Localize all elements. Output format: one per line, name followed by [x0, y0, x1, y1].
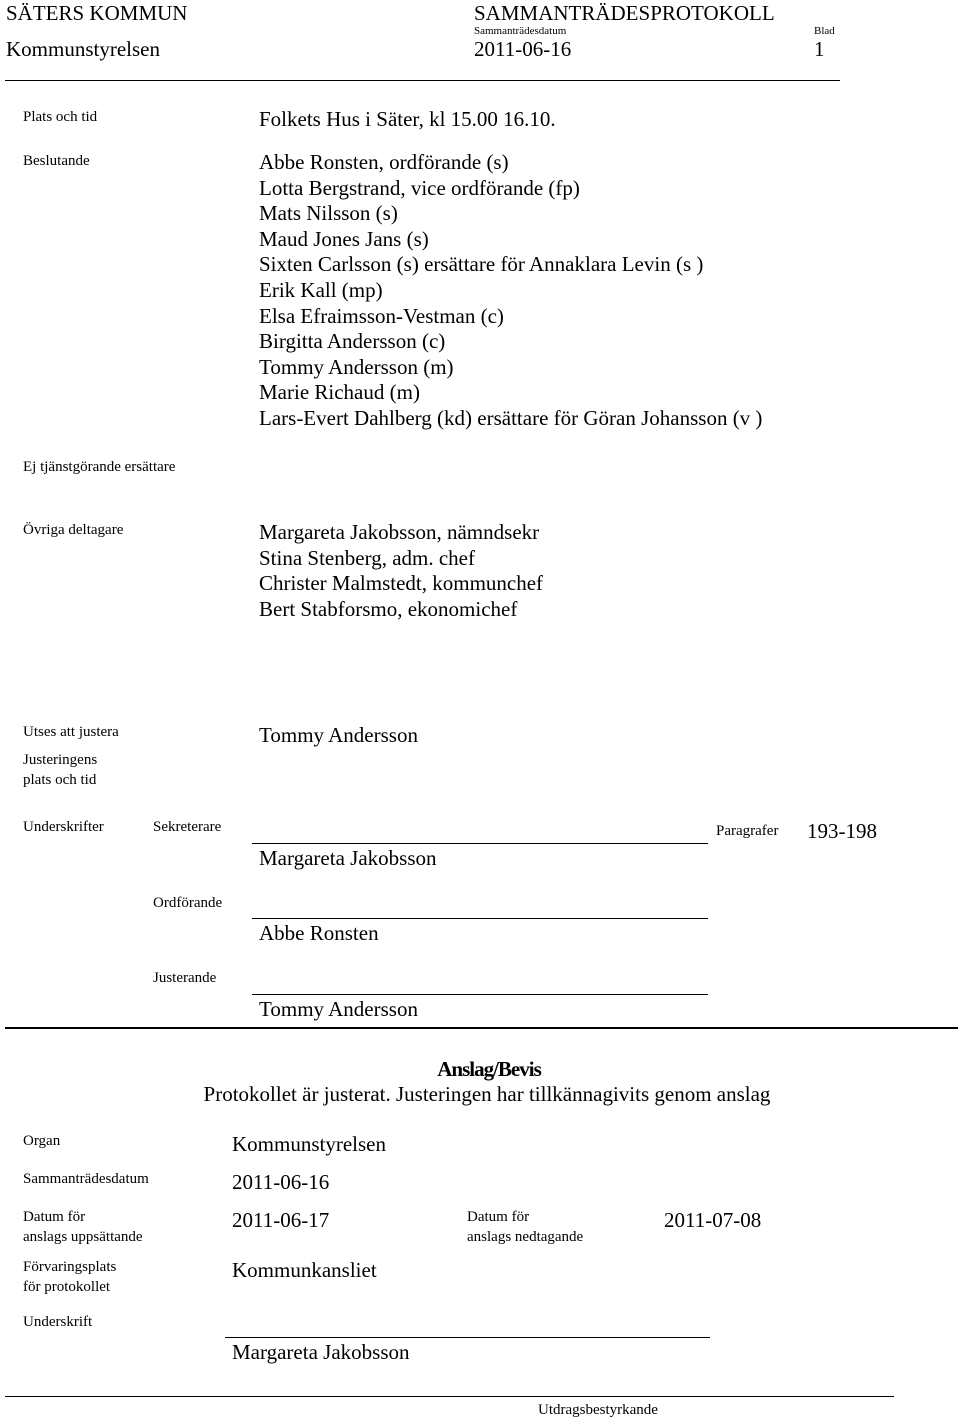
posted-date-value: 2011-06-17 — [232, 1208, 330, 1232]
deciding-member: Birgitta Andersson (c) — [259, 329, 446, 354]
secretary-signature-line — [252, 843, 708, 844]
chair-label: Ordförande — [153, 895, 223, 911]
deciding-member: Mats Nilsson (s) — [259, 201, 398, 226]
removed-date-label-line: anslags nedtagande — [467, 1228, 584, 1245]
deciding-member: Sixten Carlsson (s) ersättare för Annaklara Levin (s ) — [259, 252, 704, 277]
deciding-member: Lars-Evert Dahlberg (kd) ersättare för Göran Johansson (v ) — [259, 405, 763, 430]
storage-label-line: för protokollet — [23, 1278, 111, 1295]
deciding-member: Abbe Ronsten, ordförande (s) — [259, 150, 509, 174]
notice-meeting-date-value: 2011-06-16 — [232, 1170, 330, 1194]
adjuster-name: Tommy Andersson — [259, 723, 418, 747]
other-participants-list — [259, 520, 543, 622]
removed-date-label — [467, 1208, 583, 1247]
notice-statement: Protokollet är justerat. Justeringen har tillkännagivits genom anslag — [203, 1082, 771, 1106]
notice-meeting-date-label: Sammanträdesdatum — [23, 1171, 149, 1187]
posted-date-label — [23, 1208, 143, 1247]
deciding-member: Erik Kall (mp) — [259, 277, 383, 302]
posted-date-label-line: anslags uppsättande — [23, 1228, 143, 1245]
page-number: 1 — [814, 37, 825, 61]
adjuster-signature-line — [252, 994, 708, 995]
deciding-member: Tommy Andersson (m) — [259, 354, 454, 379]
municipality-name: SÄTERS KOMMUN — [6, 1, 188, 25]
paragraphs-label: Paragrafer — [716, 823, 779, 839]
chair-signature-line — [252, 918, 708, 919]
notice-title: Anslag/Bevis — [437, 1057, 541, 1081]
meeting-date: 2011-06-16 — [474, 37, 572, 61]
place-time-label: Plats och tid — [23, 109, 98, 125]
document-type: SAMMANTRÄDESPROTOKOLL — [474, 1, 775, 25]
certified-extract-label: Utdragsbestyrkande — [538, 1402, 658, 1418]
non-serving-substitutes-label: Ej tjänstgörande ersättare — [23, 459, 176, 475]
removed-date-value: 2011-07-08 — [664, 1208, 762, 1232]
deciding-label: Beslutande — [23, 153, 90, 169]
organ-value: Kommunstyrelsen — [232, 1132, 386, 1156]
committee-name: Kommunstyrelsen — [6, 37, 160, 61]
other-participant: Margareta Jakobsson, nämndsekr — [259, 520, 540, 544]
other-participant: Christer Malmstedt, kommunchef — [259, 571, 544, 596]
notice-signature-name: Margareta Jakobsson — [232, 1340, 410, 1364]
deciding-members-list — [259, 150, 762, 432]
page-label: Blad — [814, 25, 835, 37]
other-participants-label: Övriga deltagare — [23, 522, 124, 538]
secretary-label: Sekreterare — [153, 819, 222, 835]
adjuster-label: Utses att justera — [23, 724, 119, 740]
deciding-member: Elsa Efraimsson-Vestman (c) — [259, 303, 504, 328]
place-time-value: Folkets Hus i Säter, kl 15.00 16.10. — [259, 107, 556, 131]
organ-label: Organ — [23, 1133, 61, 1149]
notice-divider — [5, 1027, 958, 1029]
storage-label-line: Förvaringsplats — [23, 1259, 117, 1275]
paragraphs-value: 193-198 — [807, 819, 877, 843]
deciding-member: Marie Richaud (m) — [259, 380, 420, 405]
meeting-date-label: Sammanträdesdatum — [474, 25, 567, 37]
notice-signature-label: Underskrift — [23, 1314, 93, 1330]
notice-signature-line — [225, 1337, 710, 1338]
removed-date-label-line: Datum för — [467, 1209, 530, 1225]
adjustment-place-time-label — [23, 751, 97, 790]
adjuster-signature-label: Justerande — [153, 970, 217, 986]
footer-divider — [5, 1396, 894, 1397]
posted-date-label-line: Datum för — [23, 1209, 86, 1225]
storage-value: Kommunkansliet — [232, 1258, 377, 1282]
deciding-member: Lotta Bergstrand, vice ordförande (fp) — [259, 175, 580, 200]
other-participant: Bert Stabforsmo, ekonomichef — [259, 596, 518, 621]
secretary-name: Margareta Jakobsson — [259, 846, 437, 870]
storage-label — [23, 1258, 116, 1297]
deciding-member: Maud Jones Jans (s) — [259, 226, 429, 251]
adjustment-place-time-label-line: plats och tid — [23, 771, 97, 788]
chair-name: Abbe Ronsten — [259, 921, 379, 945]
adjustment-place-time-label-line: Justeringens — [23, 752, 98, 768]
signatures-label: Underskrifter — [23, 819, 104, 835]
other-participant: Stina Stenberg, adm. chef — [259, 545, 475, 570]
header-divider — [5, 80, 840, 81]
adjuster-signature-name: Tommy Andersson — [259, 997, 418, 1021]
